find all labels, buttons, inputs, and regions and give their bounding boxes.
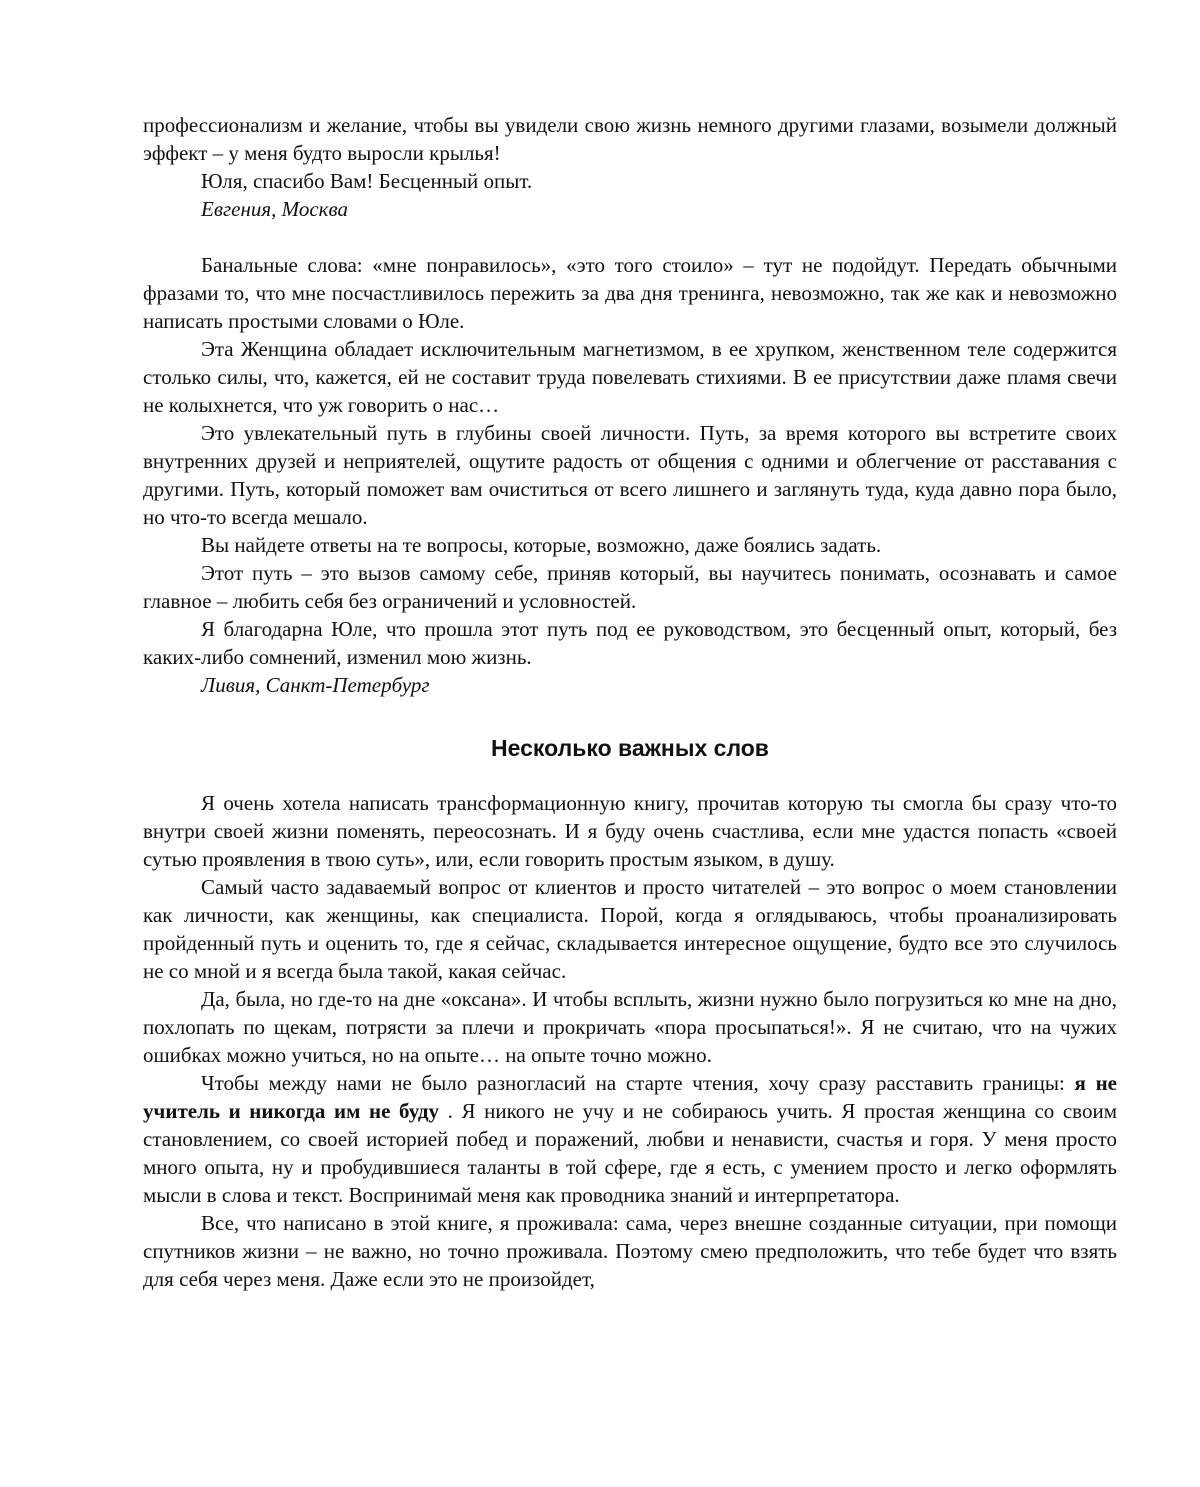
review1-paragraph-2: Юля, спасибо Вам! Бесценный опыт.: [201, 169, 533, 193]
section-paragraph-4-bold: я не учитель и никогда им не буду: [143, 1071, 1117, 1123]
review2-paragraph-4: Вы найдете ответы на те вопросы, которые, возможно, даже боялись задать.: [201, 533, 882, 557]
section-paragraph-3: Да, была, но где-то на дне «оксана». И чтобы всплыть, жизни нужно было погрузиться ко мне на дно, похлопать по щекам, потрясти за плечи и прокричать «пора просыпаться!». Я не считаю, что на чужих ошибках можно учиться, но на опыте… на опыте точно можно.: [143, 987, 1117, 1067]
document-page: [143, 111, 1117, 1293]
review2-paragraph-2: Эта Женщина обладает исключительным магнетизмом, в ее хрупком, женственном теле содержится столько силы, что, кажется, ей не составит труда повелевать стихиями. В ее присутствии даже пламя свечи не колыхнется, что уж говорить о нас…: [143, 337, 1117, 417]
review2-paragraph-6: Я благодарна Юле, что прошла этот путь под ее руководством, это бесценный опыт, который, без каких-либо сомнений, изменил мою жизнь.: [143, 617, 1117, 669]
review2-paragraph-5: Этот путь – это вызов самому себе, приняв который, вы научитесь понимать, осознавать и самое главное – любить себя без ограничений и условностей.: [143, 561, 1117, 613]
review2-paragraph-1: Банальные слова: «мне понравилось», «это того стоило» – тут не подойдут. Передать обычными фразами то, что мне посчастливилось пережить за два дня тренинга, невозможно, так же как и невозможно написать простыми словами о Юле.: [143, 253, 1117, 333]
review1-paragraph-1: профессионализм и желание, чтобы вы увидели свою жизнь немного другими глазами, возымели должный эффект – у меня будто выросли крылья!: [143, 113, 1117, 165]
spacer: [143, 223, 1117, 251]
section-paragraph-4-end: . Я никого не учу и не собираюсь учить. Я простая женщина со своим становлением, со своей историей побед и поражений, любви и ненависти, счастья и горя. У меня просто много опыта, ну и пробудившиеся таланты в той сфере, где я есть, с умением просто и легко оформлять мысли в слова и текст. Воспринимай меня как проводника знаний и интерпретатора.: [143, 1099, 1117, 1207]
review1-signature: Евгения, Москва: [201, 197, 348, 221]
section-paragraph-1: Я очень хотела написать трансформационную книгу, прочитав которую ты смогла бы сразу что-то внутри своей жизни поменять, переосознать. И я буду очень счастлива, если мне удастся попасть «своей сутью проявления в твою суть», или, если говорить простым языком, в душу.: [143, 791, 1117, 871]
section-paragraph-4-start: Чтобы между нами не было разногласий на старте чтения, хочу сразу расставить границы:: [201, 1071, 1075, 1095]
section-paragraph-4: [143, 1069, 1117, 1209]
section-paragraph-5: Все, что написано в этой книге, я проживала: сама, через внешне созданные ситуации, при помощи спутников жизни – не важно, но точно проживала. Поэтому смею предположить, что тебе будет что взять для себя через меня. Даже если это не произойдет,: [143, 1211, 1117, 1291]
section-paragraph-2: Самый часто задаваемый вопрос от клиентов и просто читателей – это вопрос о моем становлении как личности, как женщины, как специалиста. Порой, когда я оглядываюсь, чтобы проанализировать пройденный путь и оценить то, где я сейчас, складывается интересное ощущение, будто все это случилось не со мной и я всегда была такой, какая сейчас.: [143, 875, 1117, 983]
review2-paragraph-3: Это увлекательный путь в глубины своей личности. Путь, за время которого вы встретите своих внутренних друзей и неприятелей, ощутите радость от общения с одними и облегчение от расставания с другими. Путь, который поможет вам очиститься от всего лишнего и заглянуть туда, куда давно пора было, но что-то всегда мешало.: [143, 421, 1117, 529]
section-heading: Несколько важных слов: [491, 735, 769, 761]
review2-signature: Ливия, Санкт-Петербург: [201, 673, 430, 697]
